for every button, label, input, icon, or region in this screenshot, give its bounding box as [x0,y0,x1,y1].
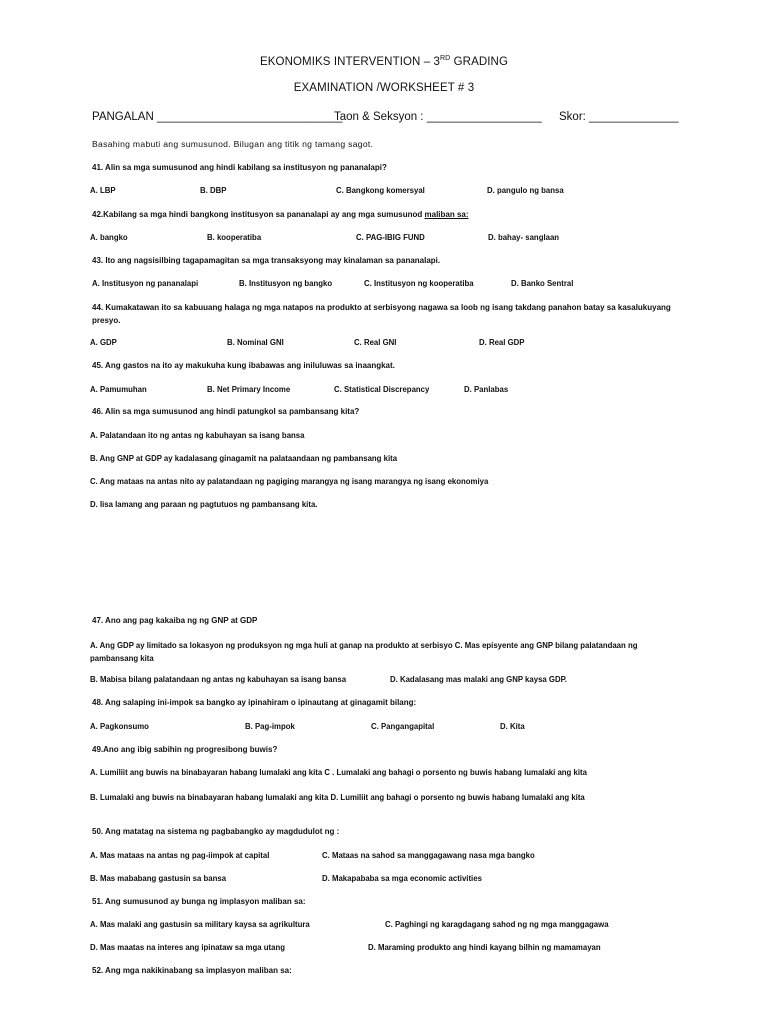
q45-option-a[interactable]: A. Pamumuhan [90,385,147,394]
q41-option-c[interactable]: C. Bangkong komersyal [336,186,425,195]
worksheet-title [0,55,768,68]
q45-option-c[interactable]: C. Statistical Discrepancy [334,385,430,394]
worksheet-subtitle: EXAMINATION /WORKSHEET # 3 [293,82,475,94]
taon-seksyon-field[interactable]: Taon & Seksyon : __________________ [334,111,542,123]
q42-underlined: maliban sa: [424,210,469,219]
q46-option-d[interactable]: D. Iisa lamang ang paraan ng pagtutuos ng pambansang kita. [90,500,318,509]
q43-option-c[interactable]: C. Institusyon ng kooperatiba [364,279,474,288]
q44-option-c[interactable]: C. Real GNI [354,338,397,347]
instructions: Basahing mabuti ang sumusunod. Bilugan ang titik ng tamang sagot. [92,139,374,149]
q48-option-d[interactable]: D. Kita [500,722,525,731]
question-51: 51. Ang sumusunod ay bunga ng implasyon maliban sa: [92,897,306,906]
title-superscript: RD [440,55,451,62]
q48-option-c[interactable]: C. Pangangapital [371,722,435,731]
question-48: 48. Ang salaping ini-impok sa bangko ay ipinahiram o ipinautang at ginagamit bilang: [92,698,417,707]
q42-option-c[interactable]: C. PAG-IBIG FUND [356,233,425,242]
question-45: 45. Ang gastos na ito ay makukuha kung ibabawas ang iniluluwas sa inaangkat. [92,361,395,370]
q50-option-b[interactable]: B. Mas mababang gastusin sa bansa [90,874,227,883]
q51-option-c[interactable]: C. Paghingi ng karagdagang sahod ng ng mga manggagawa [385,920,609,929]
q47-option-b[interactable]: B. Mabisa bilang palatandaan ng antas ng kabuhayan sa isang bansa [90,675,347,684]
question-49: 49.Ano ang ibig sabihin ng progresibong buwis? [92,745,278,754]
pangalan-field[interactable]: PANGALAN _____________________________ [92,111,343,123]
q47-option-a-c[interactable]: A. Ang GDP ay limitado sa lokasyon ng produksyon ng mga huli at ganap na produkto at serbisyo C. Mas episyente ang GNP bilang palatandaan ng pambansang kita [90,641,638,663]
q42-text: 42.Kabilang sa mga hindi bangkong institusyon sa pananalapi ay ang mga sumusunod [92,210,425,219]
q50-option-d[interactable]: D. Makapababa sa mga economic activities [322,874,482,883]
q41-option-a[interactable]: A. LBP [90,186,116,195]
question-42 [92,210,469,219]
q42-option-a[interactable]: A. bangko [90,233,128,242]
q43-option-a[interactable]: A. Institusyon ng pananalapi [92,279,199,288]
q44-option-a[interactable]: A. GDP [90,338,117,347]
q42-option-b[interactable]: B. kooperatiba [207,233,262,242]
question-43: 43. Ito ang nagsisilbing tagapamagitan sa mga transaksyong may kinalaman sa pananalapi. [92,256,441,265]
q41-option-b[interactable]: B. DBP [200,186,227,195]
question-41: 41. Alin sa mga sumusunod ang hindi kabilang sa institusyon ng pananalapi? [92,163,387,172]
title-text: EKONOMIKS INTERVENTION – 3 [259,55,441,68]
question-50: 50. Ang matatag na sistema ng pagbabangko ay magdudulot ng : [92,827,340,836]
q51-option-d1[interactable]: D. Mas maatas na interes ang ipinataw sa mga utang [90,943,285,952]
q41-option-d[interactable]: D. pangulo ng bansa [487,186,564,195]
question-47: 47. Ano ang pag kakaiba ng ng GNP at GDP [92,616,258,625]
q42-option-d[interactable]: D. bahay- sanglaan [488,233,560,242]
q45-option-d[interactable]: D. Panlabas [464,385,509,394]
q43-option-b[interactable]: B. Institusyon ng bangko [239,279,333,288]
q50-option-c[interactable]: C. Mataas na sahod sa manggagawang nasa mga bangko [322,851,535,860]
q43-option-d[interactable]: D. Banko Sentral [511,279,574,288]
q45-option-b[interactable]: B. Net Primary Income [207,385,291,394]
question-46: 46. Alin sa mga sumusunod ang hindi patungkol sa pambansang kita? [92,407,360,416]
q46-option-b[interactable]: B. Ang GNP at GDP ay kadalasang ginagamit na palataandaan ng pambansang kita [90,454,398,463]
q49-option-b-d[interactable]: B. Lumalaki ang buwis na binabayaran habang lumalaki ang kita D. Lumiliit ang bahagi o porsento ng buwis habang lumalaki ang kita [90,793,585,802]
q47-option-d[interactable]: D. Kadalasang mas malaki ang GNP kaysa GDP. [390,675,567,684]
question-44: 44. Kumakatawan ito sa kabuuang halaga ng mga natapos na produkto at serbisyong nagawa sa loob ng isang takdang panahon batay sa kasalukuyang presyo. [92,303,671,325]
q46-option-c[interactable]: C. Ang mataas na antas nito ay palatandaan ng pagiging marangya ng isang marangya ng isang ekonomiya [90,477,489,486]
q48-option-a[interactable]: A. Pagkonsumo [90,722,149,731]
q50-option-a[interactable]: A. Mas mataas na antas ng pag-iimpok at capital [90,851,270,860]
q46-option-a[interactable]: A. Palatandaan ito ng antas ng kabuhayan sa isang bansa [90,431,305,440]
question-52: 52. Ang mga nakikinabang sa implasyon maliban sa: [92,966,292,975]
q44-option-b[interactable]: B. Nominal GNI [227,338,284,347]
q44-option-d[interactable]: D. Real GDP [479,338,525,347]
q48-option-b[interactable]: B. Pag-impok [245,722,295,731]
q49-option-a-c[interactable]: A. Lumiliit ang buwis na binabayaran habang lumalaki ang kita C . Lumalaki ang bahagi o porsento ng buwis habang lumalaki ang kita [90,768,587,777]
skor-field[interactable]: Skor: ______________ [559,111,679,123]
q51-option-a[interactable]: A. Mas malaki ang gastusin sa military kaysa sa agrikultura [90,920,310,929]
q51-option-d2[interactable]: D. Maraming produkto ang hindi kayang bilhin ng mamamayan [368,943,601,952]
title-grading: GRADING [450,55,509,68]
